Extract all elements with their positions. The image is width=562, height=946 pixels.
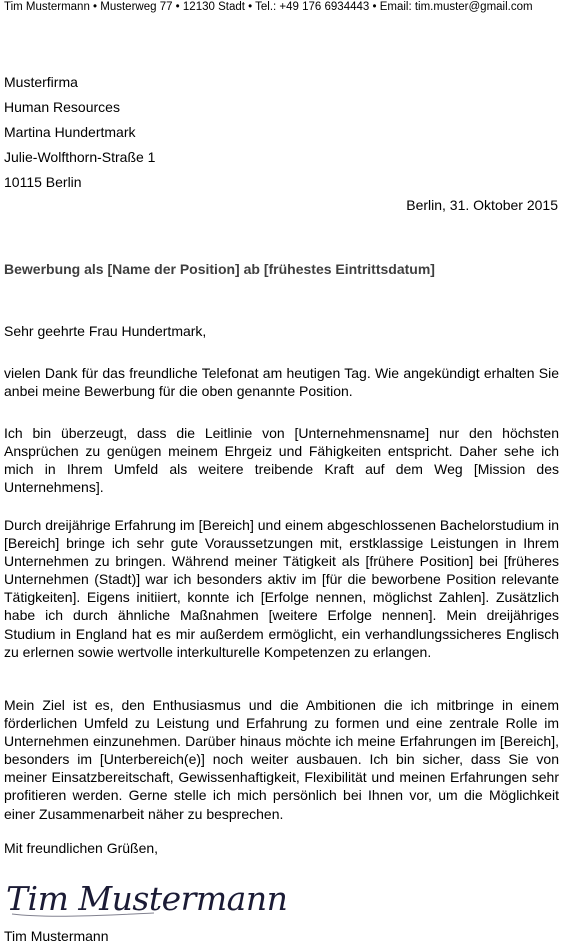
recipient-contact: Martina Hundertmark	[4, 124, 136, 140]
body-paragraph: Durch dreijährige Erfahrung im [Bereich] und einem abgeschlossenen Bachelorstudium in [Bereich] bringe ich sehr gute Voraussetzungen mit, erstklassige Leistungen in Ihrem Unternehmen zu bringen. Während meiner Tätigkeit als [frühere Position] bei [früheres Unternehmen (Stadt)] war ich besonders aktiv im [für die beworbene Position relevante Tätigkeiten]. Eigens initiiert, konnte ich [Erfolge nennen, möglichst Zahlen]. Zusätzlich habe ich durch ähnliche Maßnahmen [weitere Erfolge nennen]. Mein dreijähriges Studium in England hat es mir außerdem ermöglicht, ein verhandlungssicheres Englisch zu erlernen sowie wertvolle interkulturelle Kompetenzen zu erlangen.	[4, 517, 559, 660]
body-paragraph: vielen Dank für das freundliche Telefonat am heutigen Tag. Wie angekündigt erhalten Sie anbei meine Bewerbung für die oben genannte Position.	[4, 365, 559, 400]
letter-date: Berlin, 31. Oktober 2015	[406, 197, 558, 213]
recipient-street: Julie-Wolfthorn-Straße 1	[4, 149, 156, 165]
recipient-city: 10115 Berlin	[4, 174, 82, 190]
letter-salutation: Sehr geehrte Frau Hundertmark,	[4, 323, 207, 339]
body-paragraph: Mein Ziel ist es, den Enthusiasmus und die Ambitionen die ich mitbringe in einem förderlichen Umfeld zu Leistung und Erfahrung zu formen und eine zentrale Rolle im Unternehmen einzunehmen. Darüber hinaus möchte ich meine Erfahrungen im [Bereich], besonders im [Unterbereich(e)] noch weiter ausbauen. Ich bin sicher, dass Sie von meiner Einsatzbereitschaft, Gewissenhaftigkeit, Flexibilität und meinen Erfahrungen sehr profitieren werden. Gerne stelle ich mich persönlich bei Ihnen vor, um die Möglichkeit einer Zusammenarbeit näher zu besprechen.	[4, 697, 559, 822]
printed-name: Tim Mustermann	[4, 928, 109, 944]
signature-text: Tim Mustermann	[6, 879, 288, 918]
letter-closing: Mit freundlichen Grüßen,	[4, 840, 159, 856]
sender-info-line: Tim Mustermann • Musterweg 77 • 12130 Stadt • Tel.: +49 176 6934443 • Email: tim.muster@gmail.com	[4, 1, 533, 13]
handwritten-signature	[4, 878, 288, 922]
recipient-department: Human Resources	[4, 99, 120, 115]
recipient-address-block	[4, 70, 155, 195]
body-paragraph: Ich bin überzeugt, dass die Leitlinie von [Unternehmensname] nur den höchsten Ansprüchen zu genügen meinem Ehrgeiz und Fähigkeiten entspricht. Daher sehe ich mich in Ihrem Umfeld als weitere treibende Kraft auf dem Weg [Mission des Unternehmens].	[4, 425, 559, 496]
letter-subject: Bewerbung als [Name der Position] ab [frühestes Eintrittsdatum]	[4, 261, 435, 277]
recipient-company: Musterfirma	[4, 74, 78, 90]
